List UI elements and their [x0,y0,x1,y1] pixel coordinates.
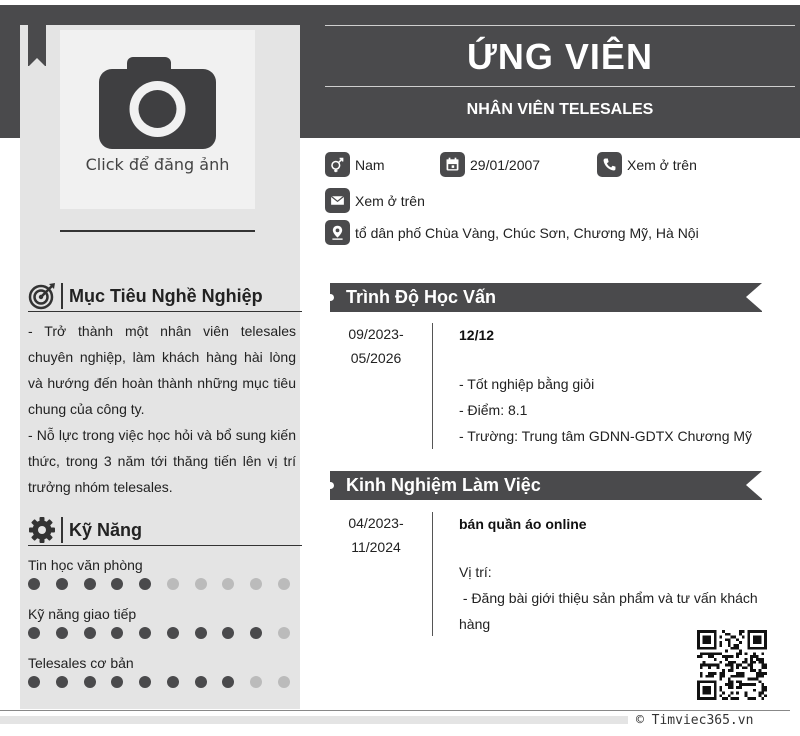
objective-heading-divider [61,283,63,309]
photo-upload[interactable] [60,30,255,209]
phone-value: Xem ở trên [627,156,697,173]
rating-dot-empty [278,676,290,688]
rating-dot-filled [195,676,207,688]
rating-dot-filled [56,627,68,639]
rating-dot-filled [28,578,40,590]
skill-name: Kỹ năng giao tiếp [28,606,137,622]
objective-heading [28,282,263,310]
photo-upload-label: Click để đăng ảnh [85,155,230,174]
qr-code [697,630,767,700]
rating-dot-filled [28,627,40,639]
skill-name: Tin học văn phòng [28,557,143,573]
contact-email [325,188,425,213]
ribbon-dot [327,294,334,301]
address-value: tổ dân phố Chùa Vàng, Chúc Sơn, Chương Mỹ, Hà Nội [355,224,699,241]
envelope-icon [325,188,350,213]
experience-description: - Đăng bài giới thiệu sản phẩm và tư vấn khách hàng [459,590,762,632]
objective-underline [28,311,302,312]
rating-dot-filled [84,676,96,688]
education-dates [336,322,416,370]
rating-dot-filled [222,676,234,688]
rating-dot-filled [111,676,123,688]
ribbon-dot [327,482,334,489]
skill-rating [28,627,290,641]
objective-title: Mục Tiêu Nghề Nghiệp [69,285,263,306]
education-detail: - Trường: Trung tâm GDNN-GDTX Chương Mỹ [459,428,753,444]
rating-dot-filled [167,676,179,688]
rating-dot-filled [56,578,68,590]
candidate-position: NHÂN VIÊN TELESALES [466,101,654,118]
rating-dot-empty [278,627,290,639]
calendar-icon [440,152,465,177]
gender-icon [325,152,350,177]
experience-timeline-line [432,512,433,636]
rating-dot-empty [250,676,262,688]
location-pin-icon [325,220,350,245]
experience-start: 04/2023- [348,515,404,531]
rating-dot-filled [111,627,123,639]
education-end: 05/2026 [350,350,402,366]
rating-dot-filled [84,627,96,639]
rating-dot-filled [139,676,151,688]
contact-gender [325,152,385,177]
rating-dot-empty [278,578,290,590]
experience-details [459,559,767,637]
header-rule-middle [325,86,795,87]
education-detail: - Điểm: 8.1 [459,402,528,418]
education-heading: 12/12 [459,327,495,343]
contact-birthdate [440,152,540,177]
experience-dates [336,511,416,559]
education-detail: - Tốt nghiệp bằng giỏi [459,376,595,392]
education-title: Trình Độ Học Vấn [346,287,497,307]
education-details [459,371,752,449]
rating-dot-filled [139,627,151,639]
photo-divider [60,230,255,232]
contact-address [325,220,699,245]
rating-dot-filled [195,627,207,639]
experience-heading: bán quần áo online [459,516,587,532]
objective-line-2: - Nỗ lực trong việc học hỏi và bổ sung kiến thức, trong 3 năm tới thăng tiến lên vị trí trưởng nhóm telesales. [28,427,296,495]
rating-dot-filled [28,676,40,688]
birthdate-value: 29/01/2007 [470,156,541,173]
bookmark-ribbon [28,24,46,66]
candidate-name: ỨNG VIÊN [467,36,653,77]
email-value: Xem ở trên [355,192,425,209]
education-start: 09/2023- [348,326,404,342]
rating-dot-filled [250,627,262,639]
footer-copyright: © Timviec365.vn [636,713,754,728]
experience-ribbon [330,471,762,500]
skills-underline [28,545,302,546]
footer-rule [0,710,790,711]
gender-value: Nam [355,156,385,173]
objective-line-1: - Trở thành một nhân viên telesales chuyên nghiệp, làm khách hàng hài lòng và hướng đến hoàn thành những mục tiêu chung của công ty. [28,323,296,417]
rating-dot-filled [139,578,151,590]
header-rule-top [325,25,795,26]
rating-dot-filled [56,676,68,688]
education-timeline-line [432,323,433,449]
skill-rating [28,578,290,592]
rating-dot-empty [167,578,179,590]
education-ribbon [330,283,762,312]
rating-dot-empty [222,578,234,590]
skills-title: Kỹ Năng [69,519,143,540]
skills-heading-divider [61,517,63,543]
rating-dot-filled [84,578,96,590]
phone-icon [597,152,622,177]
objective-text [28,318,296,500]
skills-heading [28,516,142,544]
experience-title: Kinh Nghiệm Làm Việc [346,475,541,495]
rating-dot-empty [195,578,207,590]
skill-rating [28,676,290,690]
skill-name: Telesales cơ bản [28,655,134,671]
footer-strip [0,716,628,724]
contact-phone [597,152,697,177]
rating-dot-filled [222,627,234,639]
rating-dot-empty [250,578,262,590]
experience-role-label: Vị trí: [459,564,492,580]
experience-end: 11/2024 [351,539,401,555]
camera-icon [99,57,216,149]
target-icon [28,282,56,310]
gear-icon [28,516,56,544]
rating-dot-filled [167,627,179,639]
rating-dot-filled [111,578,123,590]
